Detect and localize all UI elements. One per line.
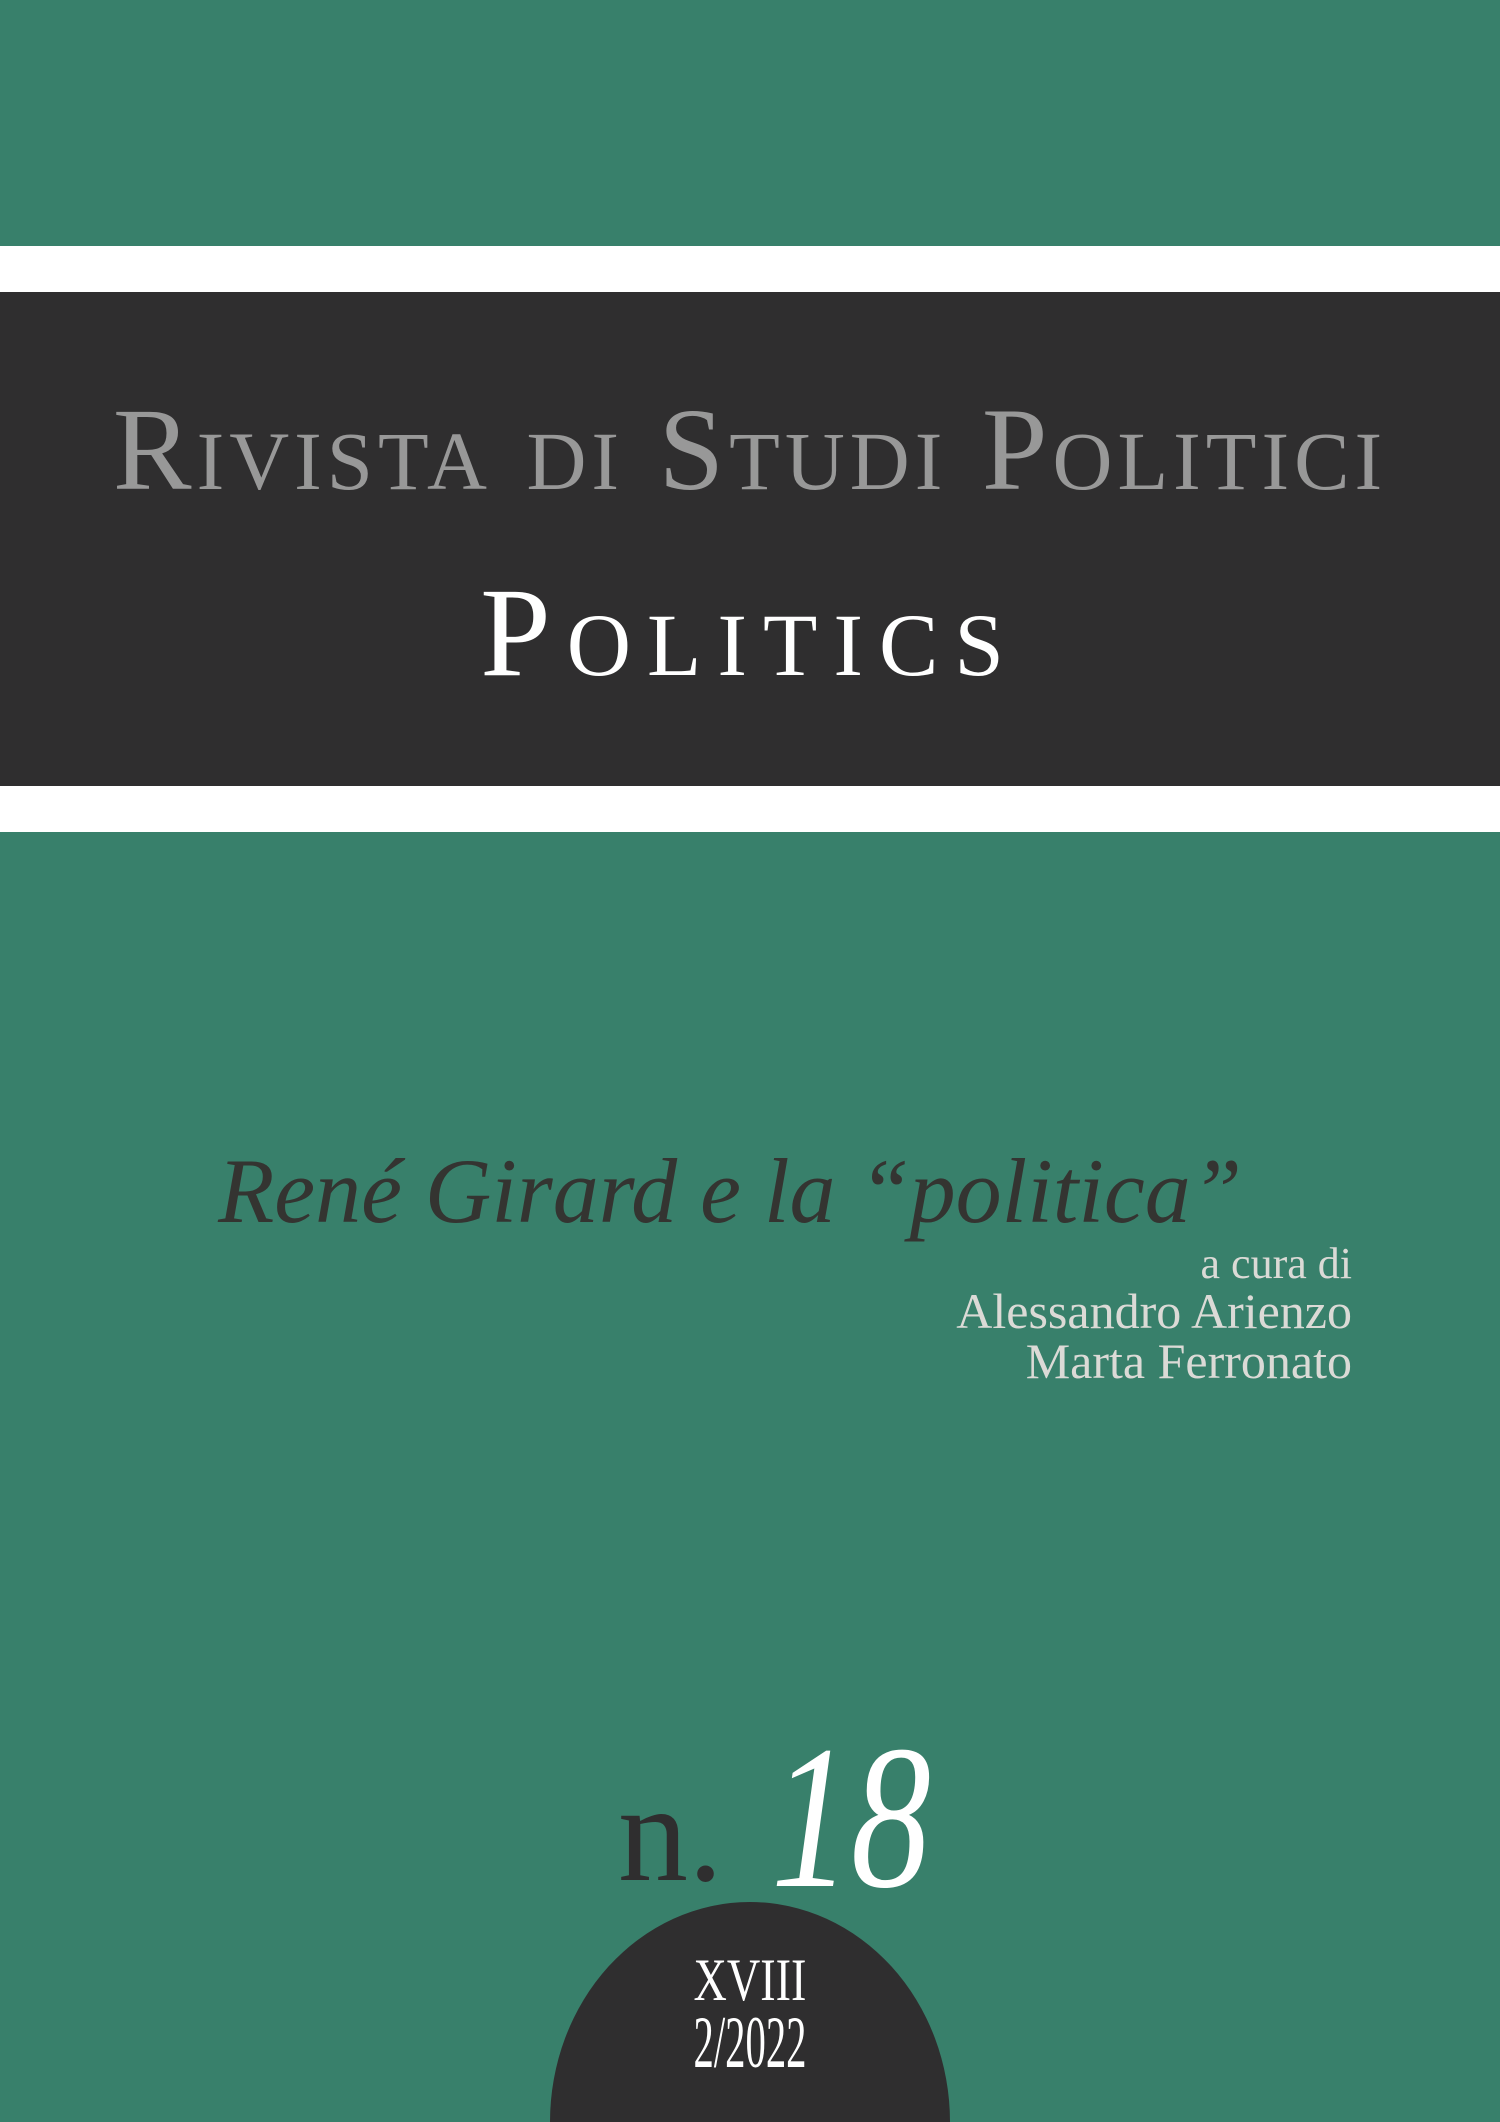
top-separator-stripe: [0, 246, 1500, 292]
issue-number-label: n.: [618, 1756, 723, 1911]
volume-badge-circle: [550, 1902, 950, 2122]
issue-number-value: 18: [771, 1704, 931, 1931]
bottom-separator-stripe: [0, 786, 1500, 832]
journal-title-english: Politics: [480, 563, 1020, 703]
masthead-band: [0, 292, 1500, 786]
editor-name: Marta Ferronato: [1025, 1333, 1352, 1389]
editor-name: Alessandro Arienzo: [956, 1283, 1352, 1339]
curated-by-label: a cura di: [1200, 1239, 1352, 1288]
issue-title: René Girard e la “politica”: [218, 1140, 1242, 1242]
volume-roman-numeral: XVIII: [693, 1947, 807, 2013]
editors-block: [956, 1239, 1352, 1389]
journal-title-italian: Rivista di Studi Politici: [112, 384, 1388, 515]
issue-code: 2/2022: [693, 2002, 807, 2084]
